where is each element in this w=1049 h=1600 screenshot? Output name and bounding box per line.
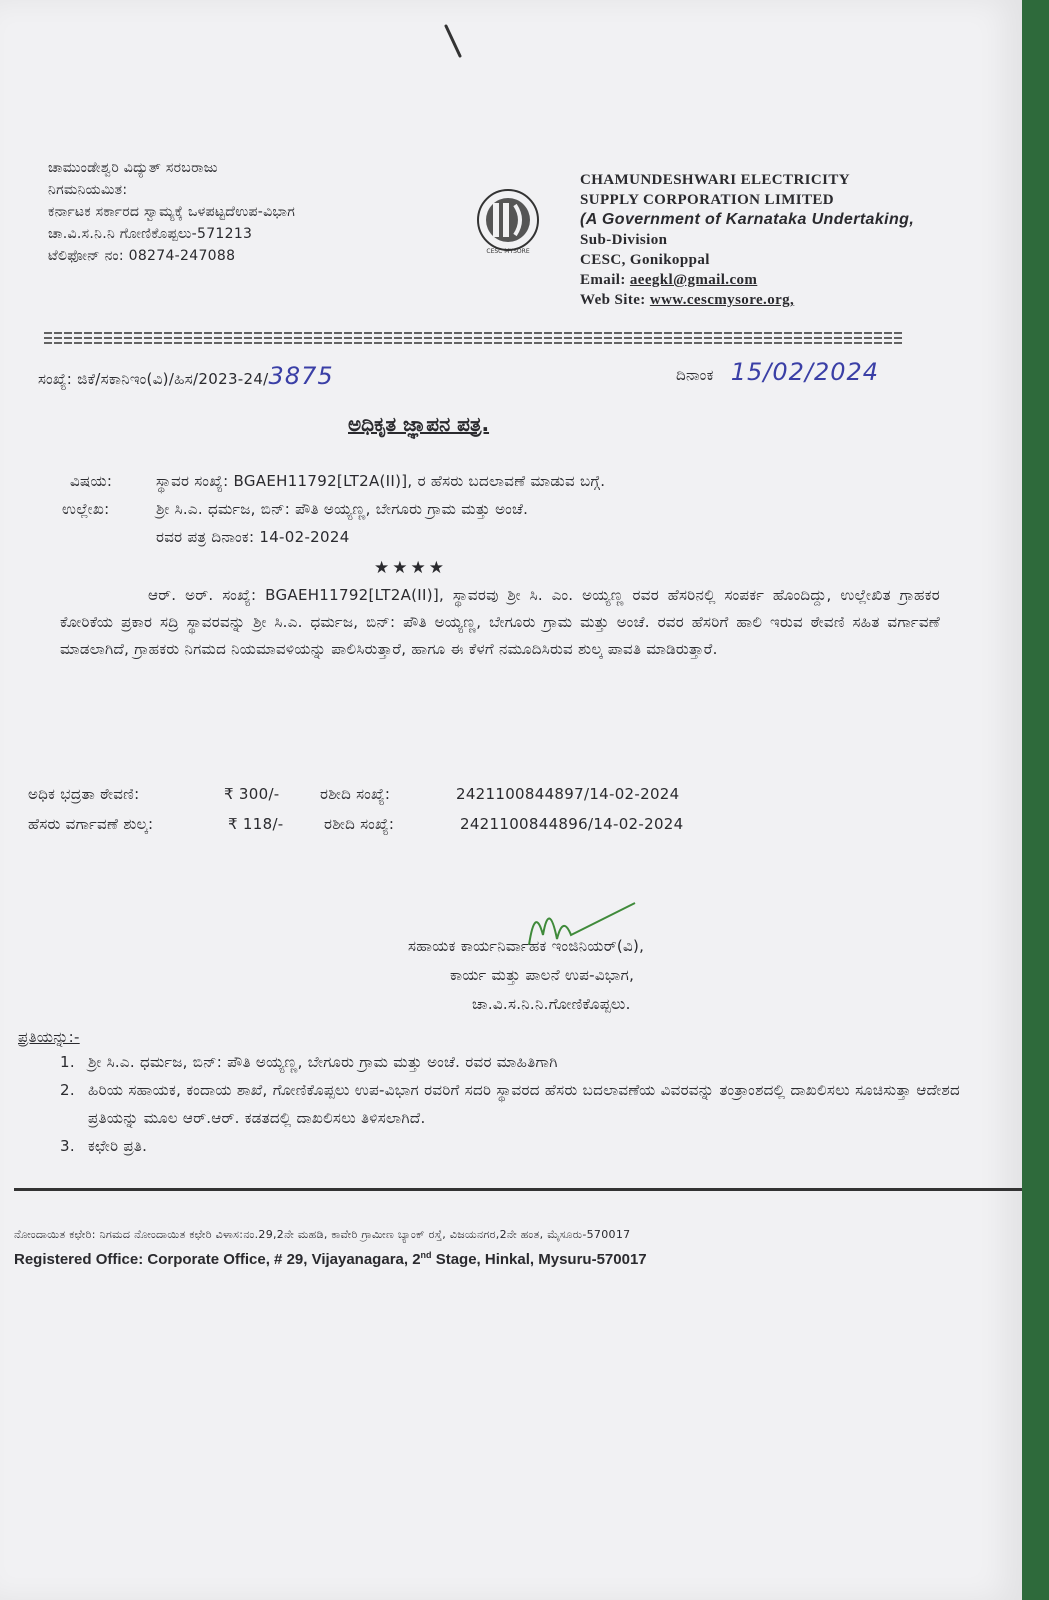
website-link[interactable]: www.cescmysore.org,	[649, 292, 795, 308]
footer-rule	[14, 1188, 1022, 1191]
copy-item: 1. ಶ್ರೀ ಸಿ.ಎ. ಧರ್ಮಜ, ಬಿನ್: ಪೌತಿ ಅಯ್ಯಣ್ಣ, ಬೇಗೂರು ಗ್ರಾಮ ಮತ್ತು ಅಂಚೆ. ರವರ ಮಾಹಿತಿಗಾಗಿ	[60, 1053, 558, 1071]
pen-mark	[440, 22, 470, 62]
email-link[interactable]: aeegkl@gmail.com	[629, 272, 758, 288]
signatory-designation: ಸಹಾಯಕ ಕಾರ್ಯನಿರ್ವಾಹಕ ಇಂಜಿನಿಯರ್(ವಿ),	[408, 937, 645, 955]
reference-text: ಶ್ರೀ ಸಿ.ಎ. ಧರ್ಮಜ, ಬಿನ್: ಪೌತಿ ಅಯ್ಯಣ್ಣ, ಬೇಗೂರು ಗ್ರಾಮ ಮತ್ತು ಅಂಚೆ.	[156, 500, 529, 518]
header-kan-line-1: ಚಾಮುಂಡೇಶ್ವರಿ ವಿದ್ಯುತ್ ಸರಬರಾಜು	[48, 160, 218, 176]
stars-divider: ★★★★	[374, 558, 447, 578]
reference-date: ರವರ ಪತ್ರ ದಿನಾಂಕ: 14-02-2024	[156, 528, 350, 546]
fee-receipt-1: 2421100844897/14-02-2024	[456, 785, 680, 803]
subject-text: ಸ್ಥಾವರ ಸಂಖ್ಯೆ: BGAEH11792[LT2A(II)], ರ ಹೆಸರು ಬದಲಾವಣೆ ಮಾಡುವ ಬಗ್ಗೆ.	[156, 472, 606, 490]
org-subdivision: Sub-Division	[580, 232, 668, 248]
header-kan-line-2: ನಿಗಮನಿಯಮಿತ:	[48, 182, 128, 198]
reference-number-handwritten: 3875	[268, 362, 334, 390]
copy-item: 3. ಕಛೇರಿ ಪ್ರತಿ.	[60, 1137, 148, 1155]
signatory-division: ಕಾರ್ಯ ಮತ್ತು ಪಾಲನೆ ಉಪ-ವಿಭಾಗ,	[450, 966, 635, 984]
reference-number-label: ಸಂಖ್ಯೆ: ಜಿಕೆ/ಸಕಾನಿಇಂ(ವಿ)/ಹಿಸ/2023-24/	[38, 370, 269, 388]
fee-amount-1: ₹ 300/-	[224, 785, 280, 803]
footer-kannada: ನೋಂದಾಯಿತ ಕಛೇರಿ: ನಿಗಮದ ನೋಂದಾಯಿತ ಕಛೇರಿ ವಿಳಾಸ:ನಂ.29,2ನೇ ಮಹಡಿ, ಕಾವೇರಿ ಗ್ರಾಮೀಣ ಬ್ಯಾಂಕ್ ರಸ್ತೆ, ವಿಜಯನಗರ,2ನೇ ಹಂತ, ಮೈಸೂರು-570017	[14, 1228, 631, 1241]
signatory-office: ಚಾ.ವಿ.ಸ.ನಿ.ನಿ.ಗೋಣಿಕೊಪ್ಪಲು.	[472, 995, 631, 1013]
separator-rule	[44, 328, 904, 350]
copies-label: ಪ್ರತಿಯನ್ನು:-	[18, 1028, 80, 1046]
org-name-line-3: (A Government of Karnataka Undertaking,	[580, 211, 915, 228]
header-kan-line-4: ಚಾ.ವಿ.ಸ.ನಿ.ನಿ ಗೋಣಿಕೊಪ್ಪಲು-571213	[48, 226, 253, 242]
header-kannada-block	[48, 157, 295, 267]
reference-number-row	[38, 362, 334, 390]
org-office: CESC, Gonikoppal	[580, 252, 710, 268]
document-title: ಅಧಿಕೃತ ಜ್ಞಾಪನ ಪತ್ರ.	[348, 412, 490, 436]
date-label: ದಿನಾಂಕ	[676, 366, 714, 384]
fee-receipt-2: 2421100844896/14-02-2024	[460, 815, 684, 833]
footer-english: Registered Office: Corporate Office, # 29, Vijayanagara, 2nd Stage, Hinkal, Mysuru-570017	[14, 1250, 647, 1268]
body-paragraph: ಆರ್. ಅರ್. ಸಂಖ್ಯೆ: BGAEH11792[LT2A(II)], ಸ್ಥಾವರವು ಶ್ರೀ ಸಿ. ಎಂ. ಅಯ್ಯಣ್ಣ ರವರ ಹೆಸರಿನಲ್ಲಿ ಸಂಪರ್ಕ ಹೊಂದಿದ್ದು, ಉಲ್ಲೇಖಿತ ಗ್ರಾಹಕರ ಕೋರಿಕೆಯ ಪ್ರಕಾರ ಸದ್ರಿ ಸ್ಥಾವರವನ್ನು ಶ್ರೀ ಸಿ.ಎ. ಧರ್ಮಜ, ಬಿನ್: ಪೌತಿ ಅಯ್ಯಣ್ಣ, ಬೇಗೂರು ಗ್ರಾಮ ಮತ್ತು ಅಂಚೆ. ರವರ ಹೆಸರಿಗೆ ಹಾಲಿ ಇರುವ ಠೇವಣಿ ಸಹಿತ ವರ್ಗಾವಣೆ ಮಾಡಲಾಗಿದೆ, ಗ್ರಾಹಕರು ನಿಗಮದ ನಿಯಮಾವಳಿಯನ್ನು ಪಾಲಿಸಿರುತ್ತಾರೆ, ಹಾಗೂ ಈ ಕೆಳಗೆ ನಮೂದಿಸಿರುವ ಶುಲ್ಕ ಪಾವತಿ ಮಾಡಿರುತ್ತಾರೆ.	[60, 586, 940, 658]
fee-row-1	[28, 785, 680, 803]
fee-label-1: ಅಧಿಕ ಭದ್ರತಾ ಠೇವಣಿ:	[28, 785, 140, 803]
header-kan-line-5: ಟೆಲಿಫೋನ್ ನಂ: 08274-247088	[48, 248, 236, 264]
header-kan-line-3: ಕರ್ನಾಟಕ ಸರ್ಕಾರದ ಸ್ವಾಮ್ಯಕ್ಕೆ ಒಳಪಟ್ಟದೆಉಪ-ವಿಭಾಗ	[48, 204, 296, 220]
org-name-line-2: SUPPLY CORPORATION LIMITED	[580, 192, 835, 208]
subject-row	[70, 472, 605, 490]
header-english-block	[580, 170, 914, 310]
copies-list	[60, 1048, 960, 1160]
fee-receipt-label-2: ರಶೀದಿ ಸಂಖ್ಯೆ:	[324, 815, 395, 833]
date-handwritten: 15/02/2024	[730, 358, 880, 386]
org-email-row: Email: aeegkl@gmail.com	[580, 272, 758, 288]
reference-row	[62, 500, 528, 518]
signature-block	[408, 932, 644, 1019]
org-name-line-1: CHAMUNDESHWARI ELECTRICITY	[580, 172, 851, 188]
date-row	[676, 358, 879, 386]
fee-receipt-label-1: ರಶೀದಿ ಸಂಖ್ಯೆ:	[320, 785, 391, 803]
fee-label-2: ಹೆಸರು ವರ್ಗಾವಣೆ ಶುಲ್ಕ:	[28, 815, 154, 833]
reference-label: ಉಲ್ಲೇಖ:	[62, 500, 110, 518]
fee-row-2	[28, 815, 684, 833]
logo-text: CESC MYSORE	[486, 248, 530, 255]
cesc-logo	[463, 185, 553, 255]
background-surface	[1022, 0, 1049, 1600]
subject-label: ವಿಷಯ:	[70, 472, 113, 490]
copy-item: 2. ಹಿರಿಯ ಸಹಾಯಕ, ಕಂದಾಯ ಶಾಖೆ, ಗೋಣಿಕೊಪ್ಪಲು ಉಪ-ವಿಭಾಗ ರವರಿಗೆ ಸದರಿ ಸ್ಥಾವರದ ಹೆಸರು ಬದಲಾವಣೆಯ ವಿವರವನ್ನು ತಂತ್ರಾಂಶದಲ್ಲಿ ದಾಖಲಿಸಲು ಸೂಚಿಸುತ್ತಾ ಆದೇಶದ ಪ್ರತಿಯನ್ನು ಮೂಲ ಆರ್.ಆರ್. ಕಡತದಲ್ಲಿ ದಾಖಲಿಸಲು ತಿಳಿಸಲಾಗಿದೆ.	[60, 1081, 960, 1127]
org-website-row: Web Site: www.cescmysore.org,	[580, 292, 795, 308]
fee-amount-2: ₹ 118/-	[228, 815, 284, 833]
